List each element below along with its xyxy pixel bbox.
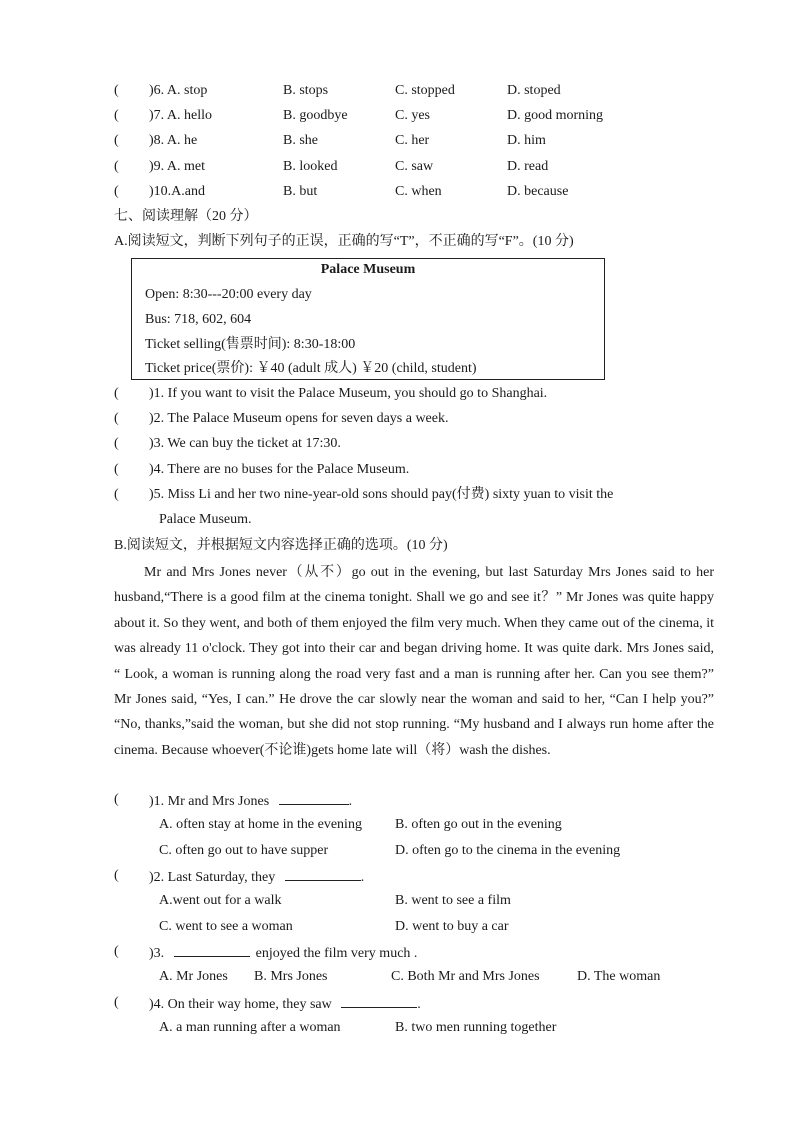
- question-option-b: B. two men running together: [395, 1020, 557, 1035]
- answer-paren: (: [114, 411, 119, 426]
- question-option-a: )7. A. hello: [149, 108, 212, 123]
- info-bus-lines: Bus: 718, 602, 604: [145, 312, 252, 327]
- question-option-d: D. good morning: [507, 108, 604, 123]
- tf-question-text: )4. There are no buses for the Palace Museum.: [149, 462, 410, 477]
- tf-question-text: )3. We can buy the ticket at 17:30.: [149, 436, 341, 451]
- question-option-c: C. yes: [395, 108, 430, 123]
- question-option-d: D. read: [507, 159, 549, 174]
- part-a-instruction: A.阅读短文，判断下列句子的正误，正确的写“T”，不正确的写“F”。(10 分): [114, 234, 574, 249]
- tf-question-text: )1. If you want to visit the Palace Museum, you should go to Shanghai.: [149, 386, 548, 401]
- answer-paren: (: [114, 995, 119, 1010]
- answer-paren: (: [114, 436, 119, 451]
- question-option-b: B. went to see a film: [395, 893, 511, 908]
- tf-question-5-continued: Palace Museum.: [159, 512, 252, 527]
- section-title: 七、阅读理解（20 分）: [114, 209, 258, 224]
- answer-paren: (: [114, 462, 119, 477]
- question-option-b: B. looked: [283, 159, 338, 174]
- info-box-title: Palace Museum: [320, 262, 416, 277]
- question-option-d: D. stoped: [507, 83, 561, 98]
- mc-question-stem: )3.: [149, 946, 165, 961]
- answer-paren: (: [114, 487, 119, 502]
- answer-paren: (: [114, 133, 119, 148]
- question-option-c: C. when: [395, 184, 442, 199]
- question-option-b: B. stops: [283, 83, 329, 98]
- question-option-d: D. The woman: [577, 969, 661, 984]
- question-option-c: C. often go out to have supper: [159, 843, 329, 858]
- info-ticket-price: Ticket price(票价): ￥40 (adult 成人) ￥20 (child, student): [145, 361, 477, 376]
- question-option-c: C. went to see a woman: [159, 919, 293, 934]
- question-option-c: C. saw: [395, 159, 434, 174]
- answer-blank: [285, 866, 361, 881]
- palace-museum-info-box: [131, 258, 605, 380]
- mc-question-stem: )4. On their way home, they saw: [149, 997, 332, 1012]
- answer-paren: (: [114, 159, 119, 174]
- question-option-a: A. a man running after a woman: [159, 1020, 341, 1035]
- answer-paren: (: [114, 83, 119, 98]
- answer-blank: [341, 993, 417, 1008]
- tf-question-text: )5. Miss Li and her two nine-year-old sons should pay(付费) sixty yuan to visit the: [149, 487, 614, 502]
- question-option-c: C. stopped: [395, 83, 455, 98]
- answer-paren: (: [114, 108, 119, 123]
- info-ticket-selling: Ticket selling(售票时间): 8:30-18:00: [145, 337, 356, 352]
- question-option-c: C. her: [395, 133, 430, 148]
- tf-question-text: )2. The Palace Museum opens for seven days a week.: [149, 411, 449, 426]
- answer-paren: (: [114, 868, 119, 883]
- mc-question-end: .: [360, 870, 365, 885]
- question-option-b: B. often go out in the evening: [395, 817, 562, 832]
- question-option-d: D. often go to the cinema in the evening: [395, 843, 621, 858]
- question-option-a: )10.A.and: [149, 184, 205, 199]
- mc-question-stem: )1. Mr and Mrs Jones: [149, 794, 270, 809]
- question-option-d: D. him: [507, 133, 546, 148]
- answer-blank: [279, 790, 349, 805]
- answer-paren: (: [114, 944, 119, 959]
- question-option-b: B. goodbye: [283, 108, 348, 123]
- question-option-b: B. she: [283, 133, 318, 148]
- answer-blank: [174, 942, 250, 957]
- mc-question-end: .: [348, 794, 353, 809]
- answer-paren: (: [114, 184, 119, 199]
- question-option-c: C. Both Mr and Mrs Jones: [391, 969, 540, 984]
- answer-paren: (: [114, 386, 119, 401]
- mc-question-end: enjoyed the film very much .: [255, 946, 418, 961]
- question-option-a: )8. A. he: [149, 133, 198, 148]
- question-option-d: D. because: [507, 184, 569, 199]
- question-option-a: A.went out for a walk: [159, 893, 282, 908]
- question-option-b: B. Mrs Jones: [254, 969, 328, 984]
- question-option-d: D. went to buy a car: [395, 919, 509, 934]
- reading-passage: Mr and Mrs Jones never（从不）go out in the evening, but last Saturday Mrs Jones said to her husband,“There is a good film at the cinema tonight. Shall we go and see it？” Mr Jones was quite happy about it. So they went, and both of them enjoyed the film very much. When they came out of the cinema, it was already 11 o'clock. They got into their car and began driving home. It was quite dark. Mrs Jones said, “ Look, a woman is running along the road very fast and a man is running after her. Can you see them?” Mr Jones said, “Yes, I can.” He drove the car slowly near the woman and said to her, “Can I help you?” “No, thanks,”said the woman, but she did not stop running. “My husband and I always run home after the cinema. Because whoever(不论谁)gets home late will（将）wash the dishes.: [114, 565, 714, 758]
- info-open-hours: Open: 8:30---20:00 every day: [145, 287, 312, 302]
- question-option-a: )6. A. stop: [149, 83, 208, 98]
- question-option-a: A. Mr Jones: [159, 969, 228, 984]
- mc-question-stem: )2. Last Saturday, they: [149, 870, 276, 885]
- answer-paren: (: [114, 792, 119, 807]
- question-option-a: A. often stay at home in the evening: [159, 817, 362, 832]
- question-option-b: B. but: [283, 184, 318, 199]
- part-b-instruction: B.阅读短文，并根据短文内容选择正确的选项。(10 分): [114, 538, 448, 553]
- question-option-a: )9. A. met: [149, 159, 205, 174]
- mc-question-end: .: [417, 997, 421, 1012]
